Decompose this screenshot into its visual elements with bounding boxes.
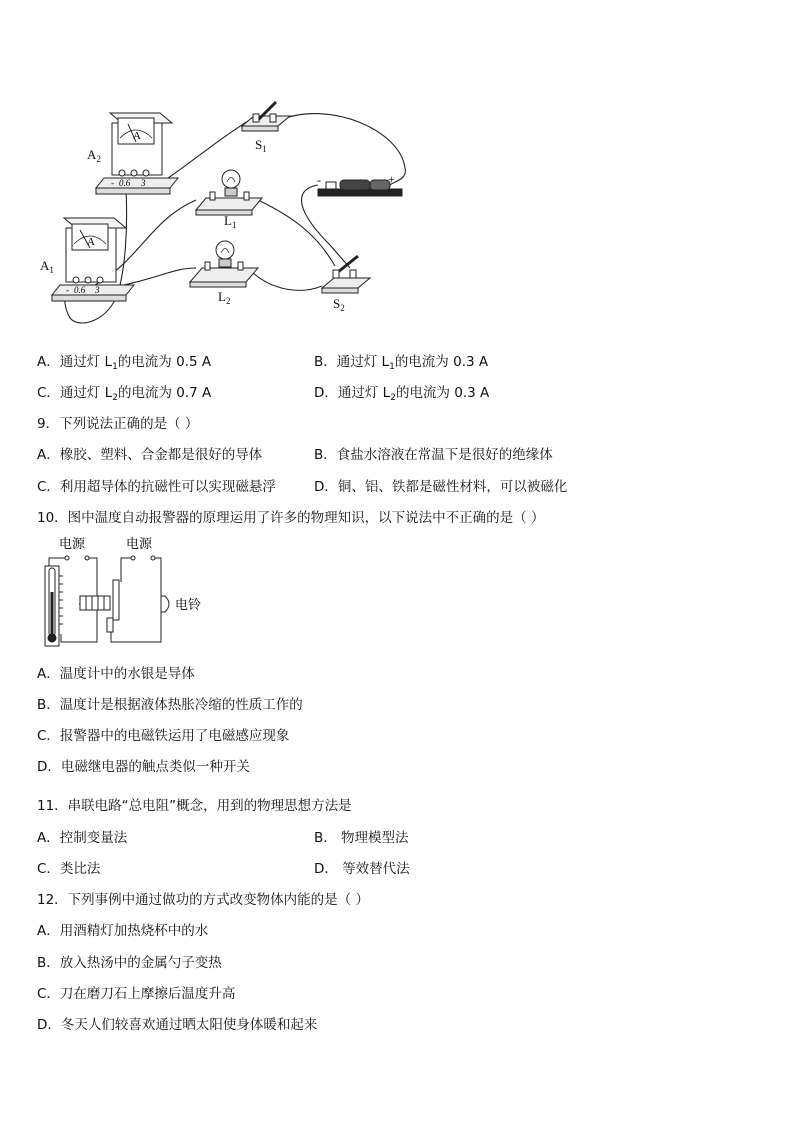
q8-option-b: B．通过灯 $L_1$的电流为 0.3 A <box>314 354 489 372</box>
q8-option-d: D．通过灯 $L_2$的电流为 0.3 A <box>314 385 490 403</box>
q10-option-c: C．报警器中的电磁铁运用了电磁感应现象 <box>37 728 290 744</box>
q9-option-c: C．利用超导体的抗磁性可以实现磁悬浮 <box>37 479 276 495</box>
fig-power-label-2: 电源 <box>126 537 153 552</box>
term-06-a2: 0.6 <box>119 178 131 188</box>
q9-option-b: B．食盐水溶液在常温下是很好的绝缘体 <box>314 447 553 463</box>
term-06-a1: 0.6 <box>74 285 86 295</box>
q12-option-c: C．刀在磨刀石上摩擦后温度升高 <box>37 986 236 1002</box>
q10-option-a: A．温度计中的水银是导体 <box>37 666 195 682</box>
lamp-l1 <box>196 170 262 215</box>
label-a1: $A_1$ <box>40 258 54 275</box>
label-l2: $L_2$ <box>218 289 231 306</box>
lamp-l2 <box>190 241 258 287</box>
label-s1: $S_1$ <box>255 137 267 154</box>
q11-stem: 11．串联电路“总电阻”概念，用到的物理思想方法是 <box>37 798 352 814</box>
q12-option-a: A．用酒精灯加热烧杯中的水 <box>37 923 209 939</box>
q11-option-d: D． 等效替代法 <box>314 861 410 877</box>
q8-option-a: A．通过灯 $L_1$的电流为 0.5 A <box>37 354 212 372</box>
q11-option-a: A．控制变量法 <box>37 830 128 846</box>
battery-plus: + <box>388 172 395 186</box>
q9-option-d: D．铜、铝、铁都是磁性材料，可以被磁化 <box>314 479 568 495</box>
fig-bell-label: 电铃 <box>175 598 202 613</box>
q11-option-c: C．类比法 <box>37 861 101 877</box>
term-3-a1: 3 <box>95 285 100 295</box>
q10-option-d: D．电磁继电器的触点类似一种开关 <box>37 759 250 775</box>
q9-stem: 9．下列说法正确的是（ ） <box>37 416 199 432</box>
circuit-diagram <box>0 0 794 345</box>
ammeter-a1 <box>52 218 134 301</box>
term-3-a2: 3 <box>141 178 146 188</box>
battery <box>317 172 402 196</box>
label-s2: $S_2$ <box>333 296 345 313</box>
label-a2: $A_2$ <box>87 147 101 164</box>
switch-s1 <box>242 102 290 131</box>
ammeter-a2 <box>96 113 178 194</box>
battery-minus: - <box>317 173 321 187</box>
q12-stem: 12．下列事例中通过做功的方式改变物体内能的是（ ） <box>37 892 369 908</box>
q11-option-b: B． 物理模型法 <box>314 830 409 846</box>
q10-stem: 10．图中温度自动报警器的原理运用了许多的物理知识，以下说法中不正确的是（ ） <box>37 510 545 526</box>
q8-option-c: C．通过灯 $L_2$的电流为 0.7 A <box>37 385 212 403</box>
term-minus-a2: - <box>111 178 114 188</box>
q12-option-d: D．冬天人们较喜欢通过晒太阳使身体暖和起来 <box>37 1017 318 1033</box>
q12-option-b: B．放入热汤中的金属勺子变热 <box>37 955 222 971</box>
ammeter-face-a2: A <box>133 130 141 142</box>
fig-power-label-1: 电源 <box>59 537 86 552</box>
q9-option-a: A．橡胶、塑料、合金都是很好的导体 <box>37 447 263 463</box>
switch-s2 <box>322 256 370 293</box>
alarm-diagram <box>35 534 245 654</box>
q10-option-b: B．温度计是根据液体热胀冷缩的性质工作的 <box>37 697 303 713</box>
label-l1: $L_1$ <box>224 213 237 230</box>
ammeter-face-a1: A <box>87 236 95 248</box>
term-minus-a1: - <box>66 285 69 295</box>
